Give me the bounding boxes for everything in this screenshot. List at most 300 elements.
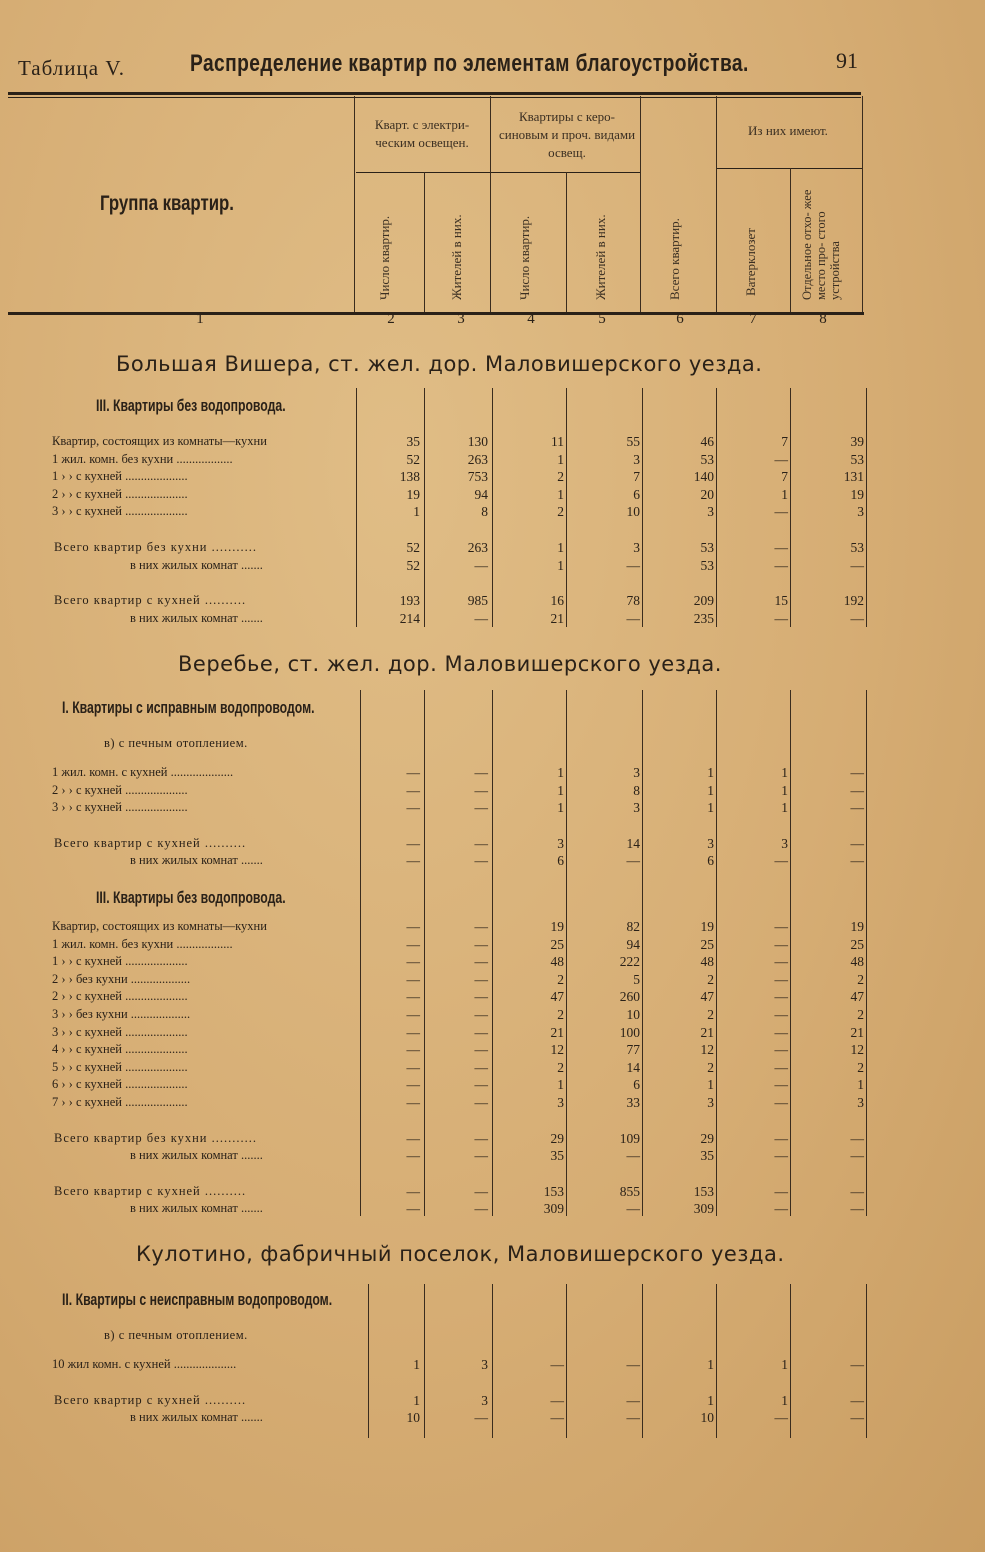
row-label: 2 › › с кухней ....................	[52, 486, 188, 501]
table-cell: 7	[633, 469, 640, 485]
table-cell: —	[774, 853, 788, 869]
table-cell: —	[774, 1148, 788, 1164]
table-cell: —	[774, 451, 788, 467]
table-cell: —	[774, 1183, 788, 1199]
table-cell: —	[474, 1077, 488, 1093]
table-cell: —	[850, 1410, 864, 1426]
row-label: Всего квартир с кухней ..........	[54, 1183, 247, 1198]
table-cell: —	[406, 765, 420, 780]
table-cell: 12	[850, 1042, 864, 1058]
column-rule	[424, 690, 425, 1216]
table-cell: 3	[481, 1392, 488, 1408]
table-cell: —	[850, 800, 864, 816]
table-cell: —	[550, 1392, 564, 1408]
table-cell: 8	[481, 504, 488, 520]
table-cell: 94	[626, 936, 640, 952]
table-cell: —	[626, 1357, 640, 1372]
row-label: Всего квартир без кухни ...........	[54, 540, 257, 554]
table-cell: 263	[467, 540, 488, 555]
block-subheading: в) с печным отоплением.	[104, 1328, 248, 1342]
column-rule	[642, 1284, 643, 1438]
table-cell: 753	[467, 469, 488, 485]
table-cell: 19	[550, 919, 564, 934]
column-rule	[642, 690, 643, 1216]
row-label: Всего квартир с кухней ..........	[54, 1392, 247, 1407]
column-rule	[866, 690, 867, 1216]
wc-header: Ватерклозет	[743, 228, 758, 296]
table-cell: 222	[619, 954, 640, 970]
table-cell: 235	[693, 610, 714, 626]
table-cell: 47	[850, 989, 864, 1005]
column-number: 1	[196, 311, 204, 327]
column-rule	[566, 690, 567, 1216]
row-label: 10 жил комн. с кухней ....................	[52, 1357, 237, 1371]
table-cell: —	[406, 954, 420, 970]
table-cell: 21	[700, 1024, 714, 1040]
column-rule	[866, 1284, 867, 1438]
page-header	[0, 44, 985, 84]
table-cell: —	[774, 610, 788, 626]
table-cell: 21	[550, 1024, 564, 1040]
kerosene-residents-header: Жителей в них.	[593, 214, 608, 300]
table-cell: —	[774, 971, 788, 987]
table-cell: —	[406, 919, 420, 934]
table-cell: 3	[857, 1095, 864, 1110]
table-cell: 48	[700, 954, 714, 970]
table-cell: 25	[550, 936, 564, 952]
row-label: 2 › › без кухни ...................	[52, 971, 191, 986]
table-cell: 35	[406, 434, 420, 449]
table-cell: —	[850, 1357, 864, 1372]
table-cell: 130	[467, 434, 488, 449]
table-cell: 109	[619, 1130, 640, 1146]
column-rule	[790, 1284, 791, 1438]
table-cell: —	[474, 835, 488, 851]
table-cell: 2	[557, 971, 564, 987]
table-cell: 48	[850, 954, 864, 970]
block-heading: II. Квартиры с неисправным водопроводом.	[62, 1290, 333, 1309]
table-cell: 6	[633, 486, 640, 502]
table-cell: —	[774, 1201, 788, 1217]
table-cell: 193	[399, 593, 420, 609]
column-number: 7	[749, 311, 757, 327]
table-cell: 2	[857, 971, 864, 987]
table-cell: 3	[633, 451, 640, 467]
table-cell: —	[406, 1042, 420, 1058]
table-cell: 209	[693, 593, 714, 609]
table-cell: —	[474, 610, 488, 626]
table-cell: —	[406, 1077, 420, 1093]
table-cell: 260	[619, 989, 640, 1005]
table-cell: 3	[633, 800, 640, 816]
table-cell: 8	[633, 782, 640, 798]
table-cell: 3	[707, 835, 714, 851]
row-label: 4 › › с кухней ....................	[52, 1042, 188, 1057]
row-label: 6 › › с кухней ....................	[52, 1077, 188, 1092]
column-rule	[566, 1284, 567, 1438]
table-cell: —	[850, 1130, 864, 1146]
table-cell: 153	[693, 1183, 714, 1199]
table-cell: 2	[857, 1059, 864, 1075]
row-label: 1 жил. комн. с кухней ....................	[52, 765, 234, 779]
table-cell: 52	[406, 540, 420, 555]
table-cell: —	[774, 1059, 788, 1075]
table-cell: —	[406, 835, 420, 851]
table-cell: —	[406, 936, 420, 952]
table-cell: 2	[707, 1007, 714, 1022]
table-cell: 15	[774, 593, 788, 609]
column-rule	[360, 690, 361, 1216]
total-apts-header: Всего квартир.	[667, 218, 682, 300]
table-cell: 1	[413, 1392, 420, 1408]
page-number: 91	[836, 48, 858, 73]
table-cell: 82	[626, 919, 640, 934]
table-cell: 25	[850, 936, 864, 952]
table-cell: 1	[707, 782, 714, 798]
table-cell: 77	[626, 1042, 640, 1058]
row-label: Всего квартир с кухней ..........	[54, 835, 247, 850]
column-rule	[492, 690, 493, 1216]
table-cell: —	[626, 1148, 640, 1164]
row-label: Всего квартир без кухни ...........	[54, 1130, 257, 1145]
table-cell: 1	[557, 765, 564, 780]
table-cell: 2	[557, 1007, 564, 1022]
column-rule	[492, 1284, 493, 1438]
row-label: в них жилых комнат .......	[130, 610, 263, 625]
table-cell: 20	[700, 486, 714, 502]
table-cell: —	[474, 919, 488, 934]
table-cell: 1	[413, 1357, 420, 1372]
table-cell: 11	[551, 434, 564, 449]
block-heading: III. Квартиры без водопровода.	[96, 396, 286, 415]
table-cell: 33	[626, 1095, 640, 1110]
table-cell: —	[474, 1042, 488, 1058]
table-cell: 19	[700, 919, 714, 934]
table-cell: 140	[693, 469, 714, 485]
table-cell: —	[850, 853, 864, 869]
table-cell: —	[850, 1392, 864, 1408]
table-cell: 47	[700, 989, 714, 1005]
table-cell: 52	[406, 451, 420, 467]
table-cell: 214	[399, 610, 420, 626]
table-cell: 3	[707, 1095, 714, 1110]
row-label: 1 › › с кухней ....................	[52, 469, 188, 484]
table-cell: 3	[857, 504, 864, 520]
table-cell: 2	[857, 1007, 864, 1022]
section-title: Веребье, ст. жел. дор. Маловишерского уезда.	[178, 652, 722, 676]
table-cell: 2	[557, 469, 564, 485]
table-number: Таблица V.	[18, 56, 126, 80]
table-cell: 1	[557, 486, 564, 502]
table-cell: 1	[707, 800, 714, 816]
table-cell: 3	[481, 1357, 488, 1372]
table-cell: —	[626, 853, 640, 869]
table-cell: 2	[707, 971, 714, 987]
table-cell: 19	[850, 486, 864, 502]
table-cell: 3	[557, 1095, 564, 1110]
table-title: Распределение квартир по элементам благоустройства.	[190, 50, 749, 77]
table-cell: 19	[406, 486, 420, 502]
table-cell: 3	[781, 835, 788, 851]
table-cell: 3	[707, 504, 714, 520]
table-cell: —	[474, 1410, 488, 1426]
column-number: 3	[457, 311, 465, 327]
table-cell: 10	[406, 1410, 420, 1426]
column-rule	[716, 690, 717, 1216]
row-label: в них жилых комнат .......	[130, 1410, 263, 1425]
table-cell: —	[406, 1183, 420, 1199]
table-cell: —	[626, 610, 640, 626]
electric-residents-header: Жителей в них.	[449, 214, 464, 300]
electric-header: Кварт. с электри- ческим освещен.	[374, 117, 470, 150]
column-rule	[790, 690, 791, 1216]
column-rule	[866, 388, 867, 627]
table-cell: —	[774, 504, 788, 520]
table-cell: 1	[857, 1077, 864, 1093]
table-cell: —	[406, 971, 420, 987]
table-cell: —	[550, 1357, 564, 1372]
table-cell: —	[774, 540, 788, 555]
table-cell: 46	[700, 434, 714, 449]
table-cell: 138	[399, 469, 420, 485]
table-cell: —	[474, 765, 488, 780]
table-cell: 309	[693, 1201, 714, 1217]
column-number: 6	[676, 311, 684, 327]
section-title: Большая Вишера, ст. жел. дор. Маловишерского уезда.	[116, 352, 763, 376]
table-cell: 2	[557, 504, 564, 520]
table-cell: —	[774, 1024, 788, 1040]
table-cell: 1	[781, 765, 788, 780]
electric-num-apts-header: Число квартир.	[377, 215, 392, 300]
table-cell: 1	[707, 765, 714, 780]
row-label: 3 › › с кухней ....................	[52, 1024, 188, 1039]
table-cell: —	[406, 1059, 420, 1075]
table-cell: 855	[619, 1183, 640, 1199]
table-cell: 21	[550, 610, 564, 626]
table-cell: —	[406, 1130, 420, 1146]
table-cell: —	[774, 557, 788, 573]
table-cell: —	[474, 853, 488, 869]
table-cell: —	[474, 1130, 488, 1146]
table-cell: —	[474, 782, 488, 798]
table-cell: 12	[550, 1042, 564, 1058]
table-cell: 12	[700, 1042, 714, 1058]
row-label: в них жилых комнат .......	[130, 853, 263, 868]
table-cell: —	[406, 1095, 420, 1110]
table-cell: —	[774, 1410, 788, 1426]
table-cell: 21	[850, 1024, 864, 1040]
table-cell: —	[406, 1148, 420, 1164]
table-cell: 153	[543, 1183, 564, 1199]
row-label: 3 › › без кухни ...................	[52, 1007, 191, 1021]
table-cell: —	[774, 954, 788, 970]
table-cell: 48	[550, 954, 564, 970]
table-cell: —	[406, 1007, 420, 1022]
table-cell: —	[474, 954, 488, 970]
section-title: Кулотино, фабричный поселок, Маловишерского уезда.	[136, 1242, 785, 1266]
table-cell: 1	[707, 1392, 714, 1408]
table-cell: 10	[626, 1007, 640, 1022]
table-cell: —	[406, 782, 420, 798]
column-rule	[356, 388, 357, 627]
table-cell: —	[474, 971, 488, 987]
table-cell: 78	[626, 593, 640, 609]
table-cell: 1	[707, 1357, 714, 1372]
table-cell: —	[626, 1410, 640, 1426]
table-cell: —	[626, 1201, 640, 1217]
table-cell: 263	[467, 451, 488, 467]
table-cell: 7	[781, 469, 788, 485]
header-rule	[8, 92, 861, 95]
table-cell: 53	[700, 557, 714, 573]
table-cell: 100	[619, 1024, 640, 1040]
table-cell: —	[406, 800, 420, 816]
table-cell: 1	[781, 486, 788, 502]
table-cell: 35	[550, 1148, 564, 1164]
table-cell: 94	[474, 486, 488, 502]
table-cell: 53	[850, 451, 864, 467]
table-cell: 29	[700, 1130, 714, 1146]
table-cell: —	[774, 1007, 788, 1022]
table-cell: 1	[557, 1077, 564, 1093]
table-cell: 6	[633, 1077, 640, 1093]
block-heading: III. Квартиры без водопровода.	[96, 888, 286, 907]
table-cell: —	[774, 989, 788, 1005]
table-cell: 1	[557, 557, 564, 573]
column-number: 5	[598, 311, 606, 327]
table-cell: —	[850, 1183, 864, 1199]
table-cell: —	[850, 1201, 864, 1217]
table-cell: —	[774, 1077, 788, 1093]
have-header: Из них имеют.	[748, 123, 828, 138]
row-label: в них жилых комнат .......	[130, 1201, 263, 1216]
table-cell: —	[626, 557, 640, 573]
row-label: 3 › › с кухней ....................	[52, 504, 188, 519]
column-rule	[566, 388, 567, 627]
table-cell: —	[850, 1148, 864, 1164]
table-cell: 53	[700, 451, 714, 467]
table-cell: 7	[781, 434, 788, 449]
table-cell: —	[850, 557, 864, 573]
kerosene-num-apts-header: Число квартир.	[517, 215, 532, 300]
row-label: 7 › › с кухней ....................	[52, 1095, 188, 1109]
group-column-header: Группа квартир.	[100, 192, 234, 215]
table-cell: 1	[413, 504, 420, 520]
table-cell: 35	[700, 1148, 714, 1164]
table-cell: 39	[850, 434, 864, 449]
table-cell: —	[474, 1148, 488, 1164]
table-cell: 1	[781, 1357, 788, 1372]
table-cell: —	[774, 1130, 788, 1146]
table-cell: —	[406, 989, 420, 1005]
table-cell: 1	[781, 782, 788, 798]
table-cell: 2	[707, 1059, 714, 1075]
block-subheading: в) с печным отоплением.	[104, 736, 248, 750]
table-cell: 192	[843, 593, 864, 609]
row-label: 5 › › с кухней ....................	[52, 1059, 188, 1074]
table-cell: 29	[550, 1130, 564, 1146]
table-cell: 1	[781, 800, 788, 816]
table-cell: 3	[633, 540, 640, 555]
table-cell: —	[550, 1410, 564, 1426]
header-rule-thin	[8, 97, 861, 98]
table-cell: 19	[850, 919, 864, 934]
table-cell: —	[474, 1095, 488, 1110]
column-rule	[424, 1284, 425, 1438]
row-label: в них жилых комнат .......	[130, 557, 263, 572]
table-cell: —	[474, 1183, 488, 1199]
column-number: 8	[819, 311, 827, 327]
table-cell: —	[474, 936, 488, 952]
table-cell: —	[474, 1201, 488, 1217]
table-cell: —	[474, 1024, 488, 1040]
table-cell: 10	[626, 504, 640, 520]
table-cell: —	[850, 782, 864, 798]
column-rule	[642, 388, 643, 627]
table-cell: 53	[850, 540, 864, 555]
table-cell: —	[774, 1042, 788, 1058]
table-cell: 14	[626, 1059, 640, 1075]
column-rule	[492, 388, 493, 627]
table-cell: 3	[633, 765, 640, 780]
table-cell: 1	[707, 1077, 714, 1093]
table-cell: —	[850, 765, 864, 780]
table-cell: 1	[557, 782, 564, 798]
table-cell: 3	[557, 835, 564, 851]
table-cell: 309	[543, 1201, 564, 1217]
row-label: 2 › › с кухней ....................	[52, 782, 188, 797]
row-label: 1 › › с кухней ....................	[52, 954, 188, 969]
column-rule	[716, 388, 717, 627]
table-cell: —	[474, 1007, 488, 1022]
table-cell: —	[774, 936, 788, 952]
row-label: 2 › › с кухней ....................	[52, 989, 188, 1004]
row-label: Квартир, состоящих из комнаты—кухни	[52, 919, 267, 933]
table-cell: 25	[700, 936, 714, 952]
table-cell: —	[626, 1392, 640, 1408]
row-label: Всего квартир с кухней ..........	[54, 593, 247, 608]
table-cell: —	[774, 919, 788, 934]
column-rule	[716, 1284, 717, 1438]
row-label: 3 › › с кухней ....................	[52, 800, 188, 815]
column-number: 2	[387, 311, 395, 327]
table-cell: —	[406, 1201, 420, 1217]
table-cell: —	[406, 853, 420, 869]
table-cell: 2	[557, 1059, 564, 1075]
table-cell: 10	[700, 1410, 714, 1426]
row-label: Квартир, состоящих из комнаты—кухни	[52, 434, 267, 448]
kerosene-header: Квартиры с керо- синовым и проч. видами освещ.	[498, 109, 636, 160]
table-cell: 52	[406, 557, 420, 573]
table-cell: 16	[550, 593, 564, 609]
table-cell: 6	[557, 853, 564, 869]
table-cell: 1	[781, 1392, 788, 1408]
table-cell: —	[474, 557, 488, 573]
table-cell: 1	[557, 800, 564, 816]
table-cell: —	[406, 1024, 420, 1040]
table-cell: 1	[557, 540, 564, 555]
table-cell: 53	[700, 540, 714, 555]
block-heading: I. Квартиры с исправным водопроводом.	[62, 698, 315, 717]
column-rule	[790, 388, 791, 627]
table-cell: —	[850, 610, 864, 626]
table-cell: 55	[626, 434, 640, 449]
column-rule	[424, 388, 425, 627]
row-label: 1 жил. комн. без кухни ..................	[52, 936, 233, 951]
table-cell: 47	[550, 989, 564, 1005]
table-cell: 131	[843, 469, 864, 485]
table-cell: 5	[633, 971, 640, 987]
